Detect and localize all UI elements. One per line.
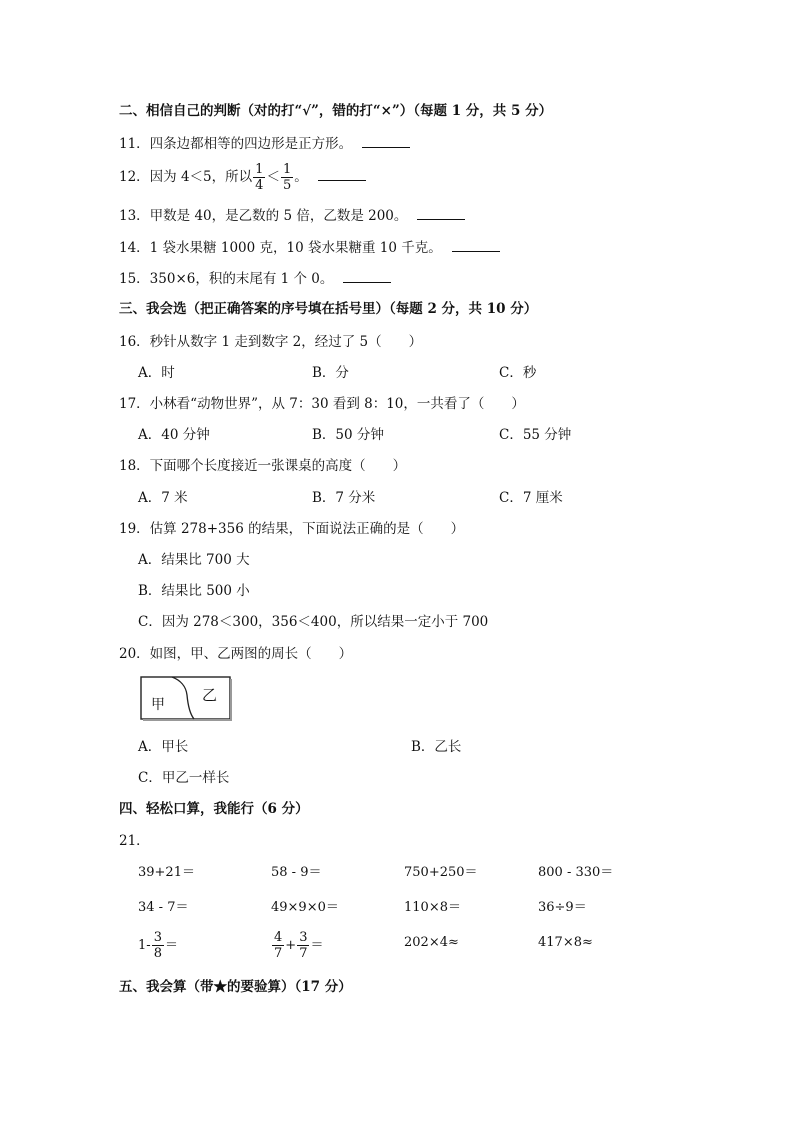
fraction-4-7 — [272, 930, 284, 961]
question-20: 20．如图，甲、乙两图的周长（ ） — [119, 646, 353, 662]
calc-r3-c4: 417×8≈ — [538, 935, 593, 950]
question-19: 19．估算 278+356 的结果，下面说法正确的是（ ） — [119, 521, 465, 537]
calc-r3-c3: 202×4≈ — [404, 935, 459, 950]
minus-sign: - — [146, 938, 151, 953]
fraction-denominator: 5 — [282, 178, 292, 193]
fraction-3-8 — [152, 930, 164, 961]
option-16-b[interactable]: B．分 — [312, 365, 349, 381]
fraction-denominator: 8 — [153, 946, 162, 961]
option-18-c[interactable]: C．7 厘米 — [499, 490, 563, 506]
option-18-a[interactable]: A．7 米 — [138, 490, 188, 506]
question-12-text: 12．因为 4＜5，所以 — [119, 169, 253, 185]
figure-label-yi: 乙 — [202, 686, 218, 704]
answer-blank-13[interactable] — [417, 207, 465, 220]
option-17-c[interactable]: C．55 分钟 — [499, 427, 572, 443]
fraction-numerator: 4 — [274, 930, 283, 945]
question-13-text: 13．甲数是 40，是乙数的 5 倍，乙数是 200。 — [119, 208, 408, 224]
calc-r1-c4: 800 - 330＝ — [538, 865, 614, 880]
section2-heading: 二、相信自己的判断（对的打“√”，错的打“×”）（每题 1 分，共 5 分） — [119, 103, 553, 119]
question-13 — [119, 207, 465, 225]
question-14 — [119, 239, 500, 257]
calc-r1-c3: 750+250＝ — [404, 865, 478, 880]
less-than-sign: ＜ — [266, 169, 280, 185]
option-16-a[interactable]: A．时 — [138, 365, 175, 381]
figure-label-jia: 甲 — [151, 697, 165, 713]
fraction-denominator: 4 — [255, 178, 264, 193]
fraction-1-4 — [253, 162, 265, 193]
answer-blank-15[interactable] — [343, 270, 391, 283]
question-11-text: 11．四条边都相等的四边形是正方形。 — [119, 136, 353, 152]
option-17-b[interactable]: B．50 分钟 — [312, 427, 384, 443]
answer-blank-11[interactable] — [362, 135, 410, 148]
calc-r2-c2: 49×9×0＝ — [271, 900, 339, 915]
section3-heading: 三、我会选（把正确答案的序号填在括号里）（每题 2 分，共 10 分） — [119, 301, 538, 317]
fraction-numerator: 1 — [282, 162, 292, 177]
calc-r3-c1 — [138, 930, 178, 961]
calc-r3-c2 — [271, 930, 323, 961]
section5-heading: 五、我会算（带★的要验算）（17 分） — [119, 979, 352, 995]
question-21: 21． — [119, 833, 150, 849]
question-12 — [119, 162, 366, 193]
calc-r2-c1: 34 - 7＝ — [138, 900, 189, 915]
plus-sign: + — [285, 938, 297, 953]
calc-r2-c3: 110×8＝ — [404, 900, 461, 915]
answer-blank-12[interactable] — [318, 168, 366, 181]
fraction-numerator: 3 — [299, 930, 308, 945]
calc-r2-c4: 36÷9＝ — [538, 900, 587, 915]
option-19-b[interactable]: B．结果比 500 小 — [138, 583, 250, 599]
question-17: 17．小林看“动物世界”，从 7：30 看到 8：10，一共看了（ ） — [119, 396, 525, 412]
answer-blank-14[interactable] — [452, 239, 500, 252]
option-17-a[interactable]: A．40 分钟 — [138, 427, 210, 443]
equals-sign: ＝ — [164, 938, 178, 953]
option-18-b[interactable]: B．7 分米 — [312, 490, 376, 506]
option-20-a[interactable]: A．甲长 — [138, 739, 189, 755]
fraction-3-7 — [297, 930, 309, 961]
whole-number: 1 — [138, 938, 147, 953]
perimeter-figure — [140, 676, 232, 721]
option-16-c[interactable]: C．秒 — [499, 365, 537, 381]
option-20-b[interactable]: B．乙长 — [411, 739, 462, 755]
question-18: 18．下面哪个长度接近一张课桌的高度（ ） — [119, 458, 407, 474]
question-11 — [119, 135, 410, 153]
option-20-c[interactable]: C．甲乙一样长 — [138, 770, 230, 786]
equals-sign: ＝ — [310, 938, 324, 953]
calc-r1-c1: 39+21＝ — [138, 865, 195, 880]
question-15-text: 15．350×6，积的末尾有 1 个 0。 — [119, 271, 334, 287]
fraction-numerator: 3 — [153, 930, 162, 945]
option-19-c[interactable]: C．因为 278＜300，356＜400，所以结果一定小于 700 — [138, 614, 489, 630]
fraction-denominator: 7 — [274, 946, 283, 961]
question-14-text: 14．1 袋水果糖 1000 克，10 袋水果糖重 10 千克。 — [119, 240, 442, 256]
question-16: 16．秒针从数字 1 走到数字 2，经过了 5（ ） — [119, 334, 423, 350]
fraction-numerator: 1 — [255, 162, 264, 177]
fraction-denominator: 7 — [299, 946, 308, 961]
question-12-end: 。 — [294, 169, 308, 185]
question-15 — [119, 270, 391, 288]
option-19-a[interactable]: A．结果比 700 大 — [138, 552, 250, 568]
section4-heading: 四、轻松口算，我能行（6 分） — [119, 801, 309, 817]
fraction-1-5 — [281, 162, 293, 193]
calc-r1-c2: 58 - 9＝ — [271, 865, 322, 880]
